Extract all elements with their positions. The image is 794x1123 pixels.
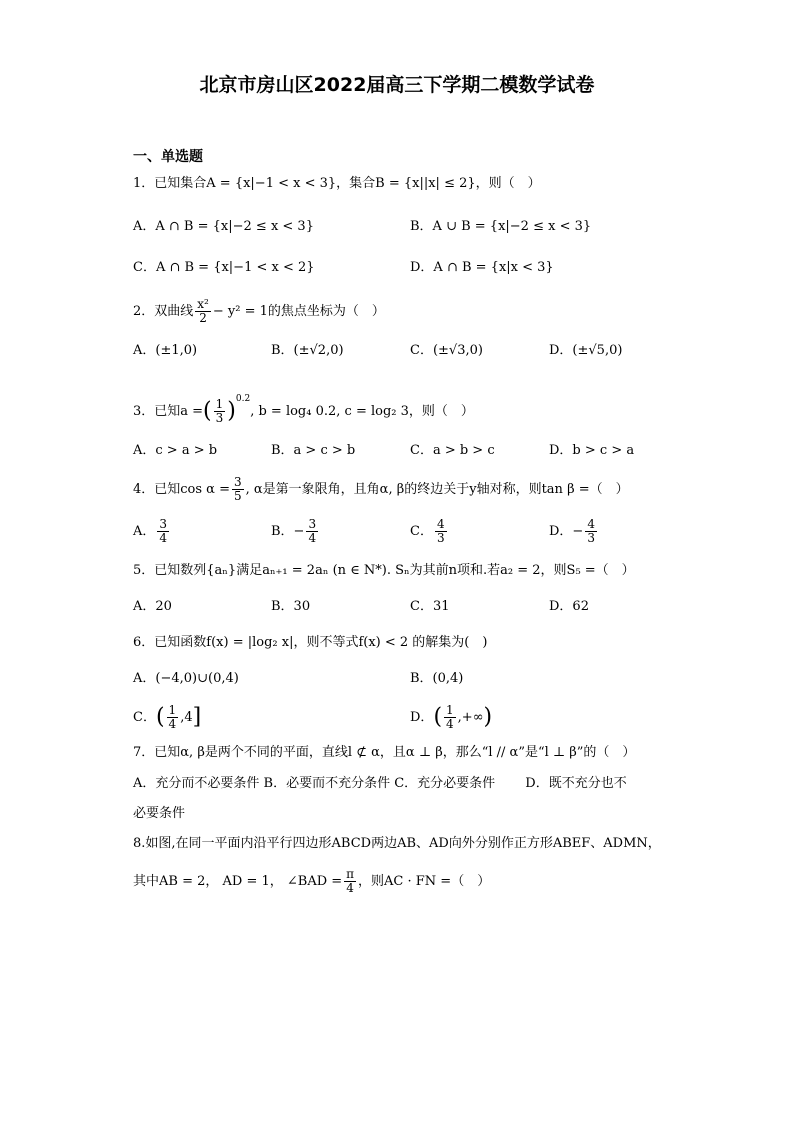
question-8: 8.如图,在同一平面内沿平行四边形ABCD两边AB、AD向外分别作正方形ABEF、ADMN，: [133, 836, 661, 851]
q5-option-a: A．20: [133, 599, 172, 614]
q3-option-a: A．c > a > b: [133, 443, 218, 458]
section-heading: 一、单选题: [133, 149, 203, 165]
question-2: 2．双曲线 $\frac{\text{x²}}{2}$ − y² = 1的焦点坐标为（ ）: [133, 297, 385, 325]
q4-option-c: C． $\frac{4}{3}$: [410, 517, 445, 545]
q6-option-b: B．(0,4): [410, 671, 464, 686]
q7-options-cont: 必要条件: [133, 806, 186, 821]
q5-option-d: D．62: [549, 599, 589, 614]
q6-option-c: C．( $\frac{1}{4}$ ,4]: [133, 703, 202, 731]
q1-option-d: D．A ∩ B = {x|x < 3}: [410, 260, 554, 275]
fraction: $\frac{3}{5}$: [234, 475, 242, 503]
fraction: $\frac{\text{x²}}{2}$: [197, 297, 209, 325]
q4-option-b: B．− $\frac{3}{4}$: [271, 517, 317, 545]
q3-option-d: D．b > c > a: [549, 443, 635, 458]
fraction: $\frac{\pi}{4}$: [346, 867, 355, 895]
q6-option-a: A．(−4,0)∪(0,4): [133, 671, 239, 686]
question-1: 1．已知集合A = {x|−1 < x < 3}，集合B = {x||x| ≤ 2}，则（ ）: [133, 176, 541, 191]
q5-option-b: B．30: [271, 599, 311, 614]
q2-option-a: A．(±1,0): [133, 343, 198, 358]
q1-option-c: C．A ∩ B = {x|−1 < x < 2}: [133, 260, 315, 275]
q4-option-d: D．− $\frac{4}{3}$: [549, 517, 595, 545]
question-6: 6．已知函数f(x) = |log₂ x|，则不等式f(x) < 2 的解集为( ): [133, 635, 488, 650]
q1-option-b: B．A ∪ B = {x|−2 ≤ x < 3}: [410, 219, 592, 234]
question-5: 5．已知数列{aₙ}满足aₙ₊₁ = 2aₙ (n ∈ N*). Sₙ为其前n项和.若a₂ = 2，则S₅ =（ ）: [133, 563, 635, 578]
q1-option-a: A．A ∩ B = {x|−2 ≤ x < 3}: [133, 219, 314, 234]
question-8-line-2: 其中AB = 2， AD = 1， ∠BAD = $\frac{\pi}{4}$ ，则AC · FN =（ ）: [133, 867, 491, 895]
fraction: $\frac{1}{3}$: [215, 397, 224, 425]
q7-options: A．充分而不必要条件 B．必要而不充分条件 C．充分必要条件 D．既不充分也不: [133, 776, 627, 791]
q3-option-b: B．a > c > b: [271, 443, 356, 458]
q5-option-c: C．31: [410, 599, 450, 614]
q3-option-c: C．a > b > c: [410, 443, 495, 458]
question-7: 7．已知α, β是两个不同的平面，直线l ⊄ α，且α ⊥ β，那么“l // α”是“l ⊥ β”的（ ）: [133, 745, 636, 760]
q2-option-d: D．(±√5,0): [549, 343, 623, 358]
q2-option-b: B．(±√2,0): [271, 343, 344, 358]
page-title: 北京市房山区2022届高三下学期二模数学试卷: [199, 74, 595, 96]
q2-option-c: C．(±√3,0): [410, 343, 483, 358]
q6-option-d: D．( $\frac{1}{4}$ ,+∞): [410, 703, 493, 731]
question-4: 4．已知cos α = $\frac{3}{5}$ , α是第一象限角，且角α, β的终边关于y轴对称，则tan β =（ ）: [133, 475, 629, 503]
question-3: 3．已知a =( $\frac{1}{3}$ )$^{0.2}$, b = log₄ 0.2, c = log₂ 3，则（ ）: [133, 394, 474, 425]
q4-option-a: A． $\frac{3}{4}$: [133, 517, 168, 545]
